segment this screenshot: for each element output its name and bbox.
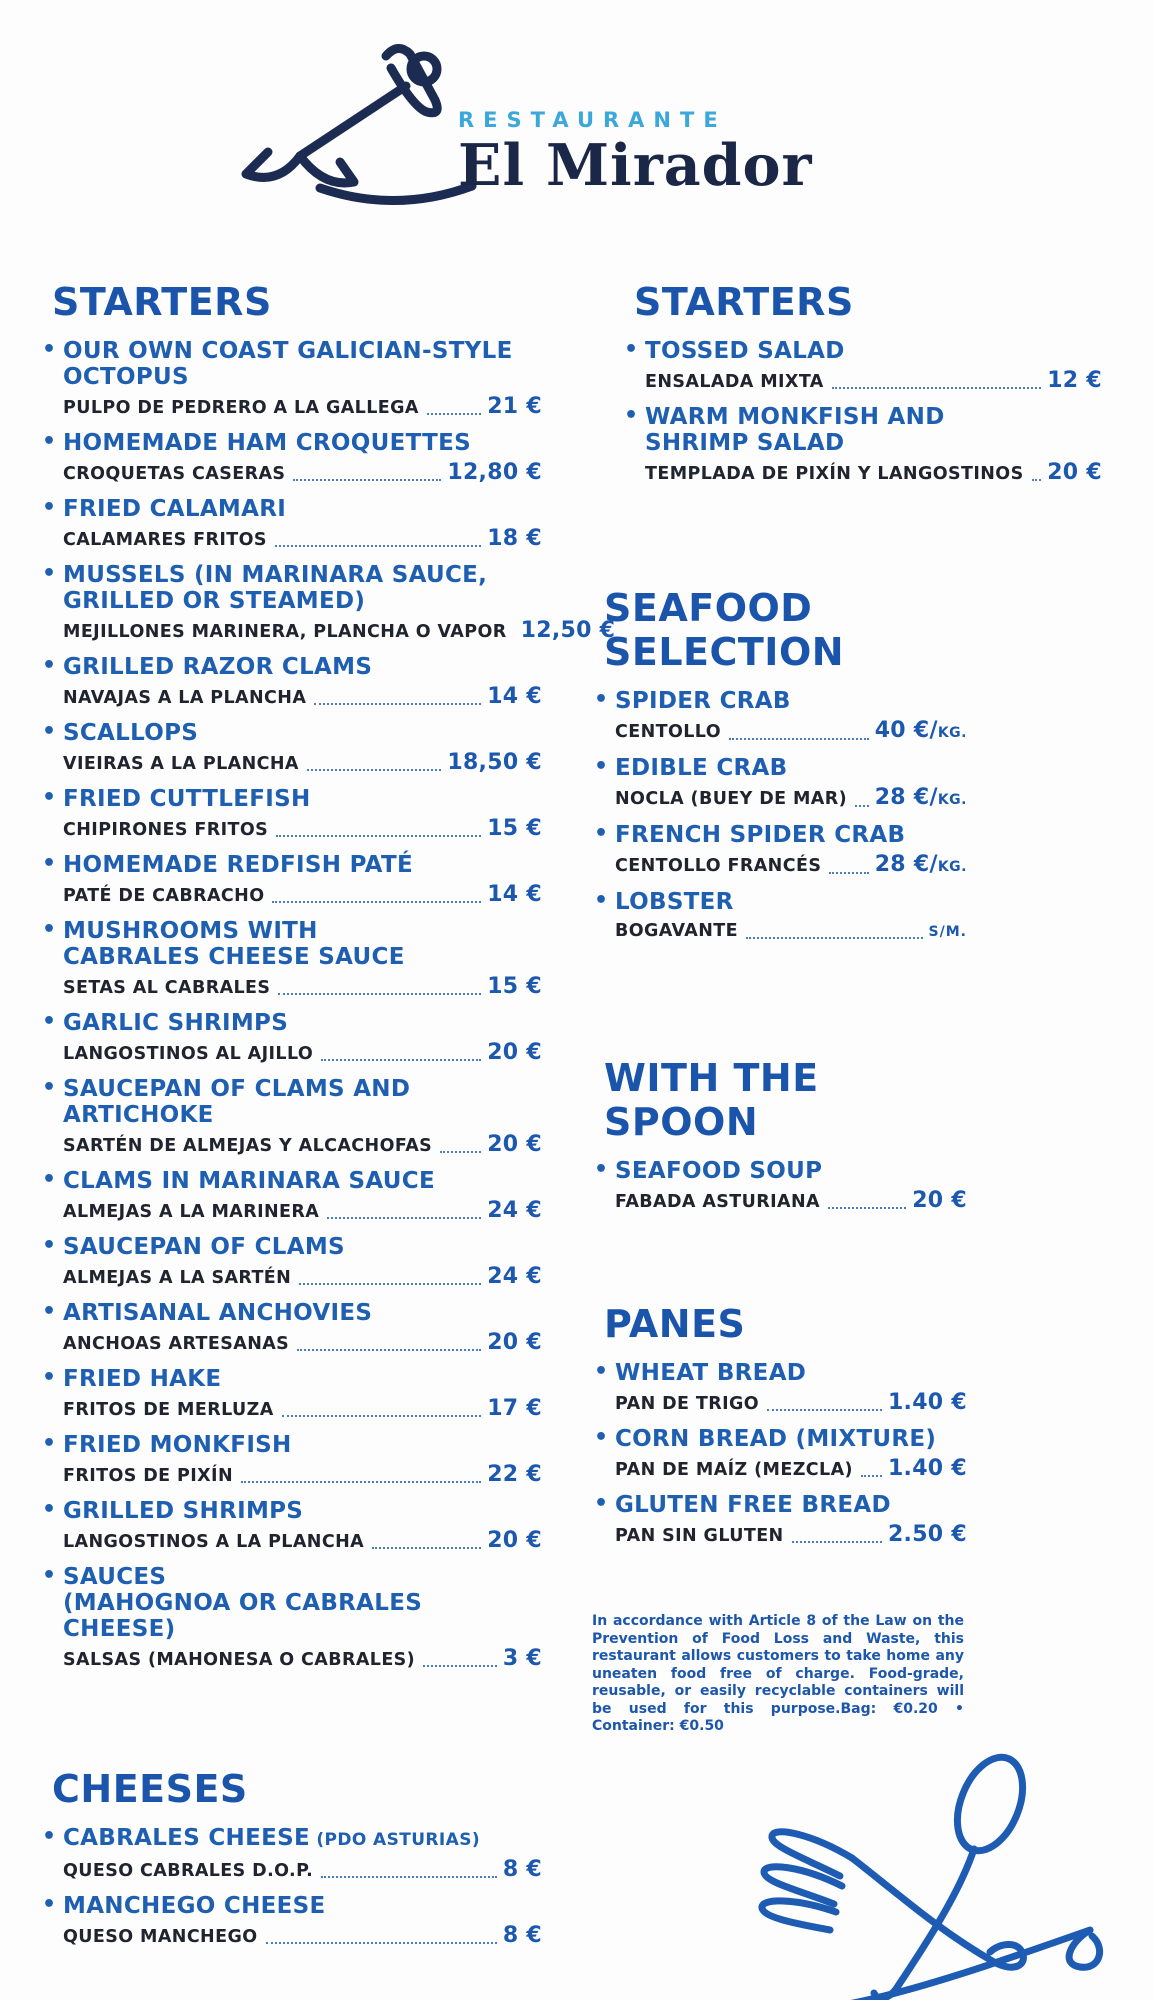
section-heading-starters-2: STARTERS [634, 280, 854, 324]
menu-columns [0, 280, 1154, 2000]
item-subtitle: PAN DE TRIGO [615, 1394, 760, 1414]
price-unit: KG. [937, 859, 967, 875]
item-subtitle: CENTOLLO [615, 722, 722, 742]
bullet-icon: • [42, 1431, 57, 1456]
menu-item [40, 1076, 542, 1158]
menu-item [40, 1234, 542, 1290]
dotted-leader [299, 1282, 481, 1285]
item-subtitle: FABADA ASTURIANA [615, 1192, 820, 1212]
item-name-note: (PDO ASTURIAS) [310, 1830, 481, 1850]
item-subtitle: CROQUETAS CASERAS [63, 464, 286, 484]
section-starters [40, 280, 616, 1672]
item-row [63, 1463, 542, 1488]
item-row [615, 1523, 967, 1548]
item-price: 12,50 € [520, 618, 616, 643]
item-price: 20 € [487, 1330, 542, 1355]
dotted-leader [321, 1058, 481, 1061]
item-name: • WARM MONKFISH AND SHRIMP SALAD [624, 403, 945, 456]
item-row [63, 975, 542, 1000]
bullet-icon: • [594, 1157, 609, 1182]
section-seafood-selection [592, 586, 967, 944]
item-name: • SPIDER CRAB [594, 687, 791, 714]
item-row [63, 395, 542, 420]
bullet-icon: • [594, 754, 609, 779]
dotted-leader [440, 1150, 481, 1153]
section-cheeses [40, 1767, 542, 1949]
menu-column-right [592, 280, 1112, 2000]
dotted-leader [314, 702, 481, 705]
menu-item [40, 561, 616, 644]
bullet-icon: • [42, 1009, 57, 1034]
item-name: • FRIED CALAMARI [42, 495, 287, 522]
bullet-icon: • [42, 1299, 57, 1324]
price-unit: KG. [937, 792, 967, 808]
item-price: 15 € [487, 974, 542, 999]
item-row [615, 786, 967, 812]
item-price: 12,80 € [447, 460, 542, 485]
menu-item [40, 1366, 542, 1422]
item-subtitle: ALMEJAS A LA MARINERA [63, 1202, 320, 1222]
item-price: 22 € [487, 1462, 542, 1487]
item-price: 20 € [487, 1040, 542, 1065]
item-row [645, 461, 1102, 486]
bullet-icon: • [42, 337, 57, 362]
item-name: • WHEAT BREAD [594, 1359, 807, 1386]
item-price: 14 € [487, 684, 542, 709]
item-name: • FRIED CUTTLEFISH [42, 785, 311, 812]
item-row [63, 817, 542, 842]
item-subtitle: NOCLA (BUEY DE MAR) [615, 789, 848, 809]
menu-item [40, 786, 542, 842]
dotted-leader [282, 1414, 482, 1417]
menu-item [40, 338, 542, 420]
menu-item [592, 1426, 967, 1482]
dotted-leader [275, 544, 481, 547]
bullet-icon: • [42, 495, 57, 520]
dotted-leader [792, 1540, 882, 1543]
item-subtitle: FRITOS DE PIXÍN [63, 1466, 234, 1486]
dotted-leader [767, 1408, 882, 1411]
item-name: • EDIBLE CRAB [594, 754, 788, 781]
bullet-icon: • [594, 1491, 609, 1516]
item-price: 14 € [487, 882, 542, 907]
menu-item [40, 1498, 542, 1554]
item-row [63, 1924, 542, 1949]
item-price: 17 € [487, 1396, 542, 1421]
item-name: • MUSSELS (IN MARINARA SAUCE, GRILLED OR STEAMED) [42, 561, 488, 614]
bullet-icon: • [42, 851, 57, 876]
dotted-leader [828, 1206, 906, 1209]
item-name: • OUR OWN COAST GALICIAN-STYLE OCTOPUS [42, 337, 513, 390]
dotted-leader [276, 834, 481, 837]
item-subtitle: PULPO DE PEDRERO A LA GALLEGA [63, 398, 419, 418]
item-price: 15 € [487, 816, 542, 841]
item-name: • CLAMS IN MARINARA SAUCE [42, 1167, 435, 1194]
menu-item [592, 822, 967, 879]
item-subtitle: SARTÉN DE ALMEJAS Y ALCACHOFAS [63, 1136, 433, 1156]
item-row [615, 920, 967, 944]
menu-item [40, 852, 542, 908]
item-row [63, 1041, 542, 1066]
bullet-icon: • [42, 429, 57, 454]
item-row [615, 853, 967, 879]
item-row [63, 1133, 542, 1158]
item-row [63, 618, 616, 644]
item-row [615, 1391, 967, 1416]
bullet-icon: • [42, 653, 57, 678]
menu-item [592, 1492, 967, 1548]
item-row [63, 883, 542, 908]
item-row [63, 1529, 542, 1554]
item-name: • GLUTEN FREE BREAD [594, 1491, 891, 1518]
item-row [63, 1647, 542, 1672]
item-row [615, 1457, 967, 1482]
section-with-the-spoon [592, 1056, 967, 1214]
item-subtitle: CHIPIRONES FRITOS [63, 820, 269, 840]
item-row [63, 751, 542, 776]
price-unit: KG. [937, 725, 967, 741]
menu-item [40, 1893, 542, 1949]
menu-column-left [40, 280, 616, 1959]
item-name: • SAUCES (MAHOGNOA OR CABRALES CHEESE) [42, 1563, 423, 1642]
item-price: 24 € [487, 1264, 542, 1289]
bullet-icon: • [624, 337, 639, 362]
item-price: 40 €/KG. [874, 718, 967, 743]
item-price: S/M. [928, 924, 967, 940]
menu-item [40, 1010, 542, 1066]
menu-item [40, 1168, 542, 1224]
bullet-icon: • [42, 719, 57, 744]
item-subtitle: ENSALADA MIXTA [645, 372, 824, 392]
anchor-icon [228, 38, 478, 213]
dotted-leader [861, 1474, 882, 1477]
item-price: 20 € [1047, 460, 1102, 485]
item-name: • FRENCH SPIDER CRAB [594, 821, 906, 848]
item-subtitle: CENTOLLO FRANCÉS [615, 856, 822, 876]
bullet-icon: • [594, 888, 609, 913]
dotted-leader [372, 1546, 481, 1549]
logo-text [458, 108, 813, 199]
item-row [63, 685, 542, 710]
item-price: 1.40 € [887, 1390, 967, 1415]
menu-item [40, 1432, 542, 1488]
item-row [63, 1858, 542, 1883]
menu-item [40, 1564, 542, 1672]
menu-item [622, 338, 1102, 394]
item-price: 8 € [502, 1857, 542, 1882]
section-heading-cheeses: CHEESES [52, 1767, 248, 1811]
dotted-leader [829, 871, 868, 874]
item-name: • CORN BREAD (MIXTURE) [594, 1425, 937, 1452]
item-price: 18 € [487, 526, 542, 551]
item-name: • SCALLOPS [42, 719, 199, 746]
bullet-icon: • [42, 1233, 57, 1258]
section-heading-with-the-spoon: WITH THE SPOON [604, 1056, 819, 1144]
section-heading-starters: STARTERS [52, 280, 272, 324]
menu-item [40, 1825, 542, 1883]
menu-item [40, 1300, 542, 1356]
menu-item [40, 496, 542, 552]
dotted-leader [241, 1480, 481, 1483]
bullet-icon: • [594, 687, 609, 712]
item-subtitle: BOGAVANTE [615, 921, 738, 941]
dotted-leader [321, 1875, 497, 1878]
bullet-icon: • [42, 1824, 57, 1849]
item-subtitle: PAN SIN GLUTEN [615, 1526, 784, 1546]
menu-item [592, 1360, 967, 1416]
legal-note: In accordance with Article 8 of the Law on the Prevention of Food Loss and Waste, this restaurant allows customers to take home any uneaten food free of charge. Food-grade, reusable, or easily recyclable containers will be used for this purpose.Bag: €0.20 • Container: €0.50 [592, 1613, 964, 1734]
item-subtitle: CALAMARES FRITOS [63, 530, 267, 550]
menu-item [40, 918, 542, 1000]
item-subtitle: MEJILLONES MARINERA, PLANCHA O VAPOR [63, 622, 507, 642]
dotted-leader [297, 1348, 481, 1351]
item-name: • TOSSED SALAD [624, 337, 845, 364]
menu-item [40, 720, 542, 776]
logo-name: El Mirador [458, 132, 813, 199]
dotted-leader [746, 936, 923, 939]
menu-item [592, 755, 967, 812]
bullet-icon: • [594, 1359, 609, 1384]
logo-restaurante: RESTAURANTE [458, 108, 727, 132]
item-subtitle: ANCHOAS ARTESANAS [63, 1334, 290, 1354]
bullet-icon: • [42, 1167, 57, 1192]
item-subtitle: SALSAS (MAHONESA O CABRALES) [63, 1650, 416, 1670]
menu-item [622, 404, 1102, 486]
item-price: 24 € [487, 1198, 542, 1223]
bullet-icon: • [594, 1425, 609, 1450]
item-subtitle: PATÉ DE CABRACHO [63, 886, 265, 906]
item-price: 2.50 € [887, 1522, 967, 1547]
item-subtitle: QUESO MANCHEGO [63, 1927, 258, 1947]
bullet-icon: • [42, 1497, 57, 1522]
item-subtitle: FRITOS DE MERLUZA [63, 1400, 274, 1420]
bullet-icon: • [42, 1563, 57, 1588]
item-row [63, 1397, 542, 1422]
item-subtitle: SETAS AL CABRALES [63, 978, 271, 998]
item-row [615, 719, 967, 745]
item-name: • CABRALES CHEESE (PDO ASTURIAS) [42, 1824, 481, 1851]
item-subtitle: TEMPLADA DE PIXÍN Y LANGOSTINOS [645, 464, 1024, 484]
dotted-leader [855, 804, 869, 807]
item-price: 28 €/KG. [874, 852, 967, 877]
item-price: 28 €/KG. [874, 785, 967, 810]
fork-spoon-icon [692, 1746, 1112, 2000]
bullet-icon: • [624, 403, 639, 428]
item-name: • GRILLED RAZOR CLAMS [42, 653, 373, 680]
section-heading-seafood-selection: SEAFOOD SELECTION [604, 586, 845, 674]
dotted-leader [1032, 478, 1042, 481]
item-price: 8 € [502, 1923, 542, 1948]
item-name: • HOMEMADE REDFISH PATÉ [42, 851, 413, 878]
item-row [63, 1265, 542, 1290]
item-name: • GRILLED SHRIMPS [42, 1497, 304, 1524]
item-price: 1.40 € [887, 1456, 967, 1481]
item-row [63, 527, 542, 552]
item-price: 18,50 € [447, 750, 542, 775]
menu-item [592, 1158, 967, 1214]
menu-item [40, 430, 542, 486]
item-name: • FRIED MONKFISH [42, 1431, 292, 1458]
bullet-icon: • [42, 1892, 57, 1917]
item-name: • HOMEMADE HAM CROQUETTES [42, 429, 472, 456]
item-subtitle: ALMEJAS A LA SARTÉN [63, 1268, 292, 1288]
menu-item [40, 654, 542, 710]
section-starters-2 [622, 280, 1102, 486]
dotted-leader [423, 1664, 497, 1667]
dotted-leader [307, 768, 441, 771]
item-price: 12 € [1047, 368, 1102, 393]
item-row [645, 369, 1102, 394]
dotted-leader [832, 386, 1041, 389]
item-row [63, 1331, 542, 1356]
item-price: 20 € [912, 1188, 967, 1213]
bullet-icon: • [42, 561, 57, 586]
item-subtitle: LANGOSTINOS A LA PLANCHA [63, 1532, 365, 1552]
item-price: 21 € [487, 394, 542, 419]
section-heading-panes: PANES [604, 1302, 746, 1346]
bullet-icon: • [42, 785, 57, 810]
item-subtitle: NAVAJAS A LA PLANCHA [63, 688, 307, 708]
bullet-icon: • [42, 1365, 57, 1390]
bullet-icon: • [42, 1075, 57, 1100]
item-subtitle: LANGOSTINOS AL AJILLO [63, 1044, 314, 1064]
dotted-leader [293, 478, 441, 481]
item-name: • GARLIC SHRIMPS [42, 1009, 289, 1036]
bullet-icon: • [42, 917, 57, 942]
item-row [63, 1199, 542, 1224]
item-name: • ARTISANAL ANCHOVIES [42, 1299, 373, 1326]
item-row [63, 461, 542, 486]
dotted-leader [729, 737, 869, 740]
item-subtitle: QUESO CABRALES D.O.P. [63, 1861, 314, 1881]
dotted-leader [327, 1216, 481, 1219]
logo-header [0, 0, 1154, 280]
bullet-icon: • [594, 821, 609, 846]
item-name: • SEAFOOD SOUP [594, 1157, 823, 1184]
menu-item [592, 889, 967, 944]
item-price: 3 € [502, 1646, 542, 1671]
menu-item [592, 688, 967, 745]
item-row [615, 1189, 967, 1214]
dotted-leader [272, 900, 481, 903]
dotted-leader [427, 412, 481, 415]
dotted-leader [266, 1941, 497, 1944]
item-name: • MANCHEGO CHEESE [42, 1892, 326, 1919]
item-subtitle: PAN DE MAÍZ (MEZCLA) [615, 1460, 853, 1480]
item-name: • LOBSTER [594, 888, 734, 915]
item-name: • FRIED HAKE [42, 1365, 222, 1392]
item-name: • SAUCEPAN OF CLAMS [42, 1233, 345, 1260]
item-name: • SAUCEPAN OF CLAMS AND ARTICHOKE [42, 1075, 411, 1128]
item-price: 20 € [487, 1528, 542, 1553]
item-name: • MUSHROOMS WITH CABRALES CHEESE SAUCE [42, 917, 405, 970]
item-subtitle: VIEIRAS A LA PLANCHA [63, 754, 299, 774]
section-panes [592, 1302, 967, 1548]
item-price: 20 € [487, 1132, 542, 1157]
dotted-leader [278, 992, 481, 995]
